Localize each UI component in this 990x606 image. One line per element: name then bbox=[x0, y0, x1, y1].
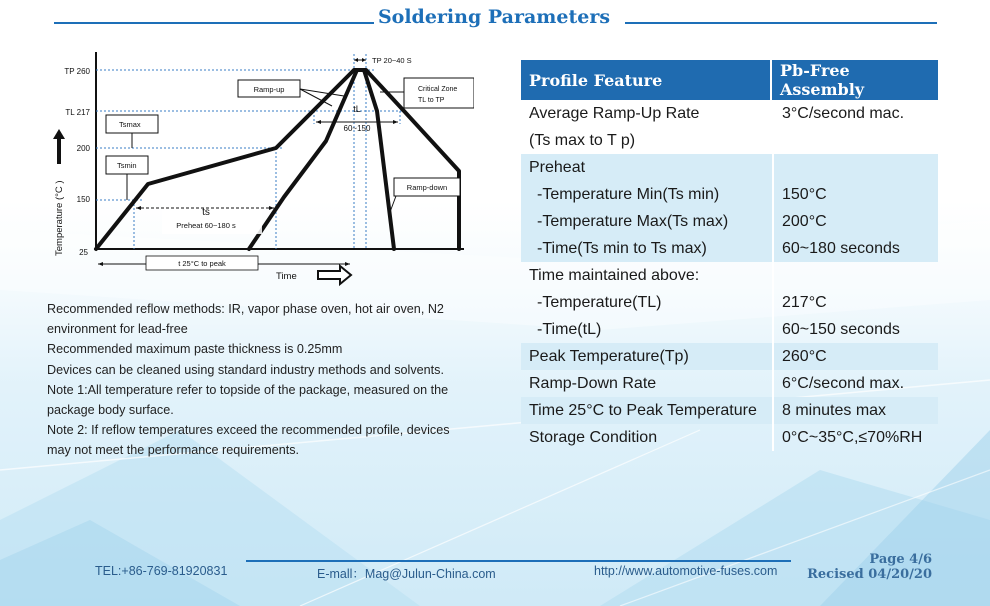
row-label: Average Ramp-Up Rate bbox=[529, 105, 700, 122]
table-header bbox=[521, 60, 938, 100]
critical-zone-label-2: TL to TP bbox=[418, 97, 445, 104]
tp-duration-label: TP 20~40 S bbox=[372, 56, 412, 65]
row-label: -Time(Ts min to Ts max) bbox=[537, 240, 707, 257]
note-line: Recommended maximum paste thickness is 0.25mm bbox=[47, 342, 343, 357]
note-line: Note 1:All temperature refer to topside of the package, measured on the bbox=[47, 382, 449, 397]
tick-200: 200 bbox=[76, 144, 90, 153]
header-pb-free-assembly: Pb-Free Assembly bbox=[780, 61, 865, 99]
up-arrow-icon bbox=[53, 129, 65, 164]
table-row bbox=[521, 289, 938, 316]
right-arrow-icon bbox=[318, 266, 351, 284]
row-label: Time 25°C to Peak Temperature bbox=[529, 402, 757, 419]
tick-tl217: TL 217 bbox=[65, 108, 90, 117]
note-line: Note 2: If reflow temperatures exceed the recommended profile, devices bbox=[47, 423, 450, 438]
critical-zone-label-1: Critical Zone bbox=[418, 86, 458, 93]
row-label: Time maintained above: bbox=[529, 267, 700, 284]
row-value bbox=[782, 262, 938, 289]
footer-email[interactable]: E-mall：Mag@Julun-China.com bbox=[317, 567, 496, 581]
row-label: -Temperature Max(Ts max) bbox=[537, 213, 729, 230]
preheat-label: Preheat 60~180 s bbox=[176, 221, 236, 230]
note-line: package body surface. bbox=[47, 403, 174, 418]
ts-label: ts bbox=[202, 207, 210, 218]
tl-range-label: 60~150 bbox=[343, 124, 371, 133]
table-row bbox=[521, 424, 938, 451]
table-row bbox=[521, 370, 938, 397]
tick-tp260: TP 260 bbox=[64, 67, 90, 76]
row-label: -Temperature(TL) bbox=[537, 294, 662, 311]
footer-url[interactable]: http://www.automotive-fuses.com bbox=[594, 564, 778, 578]
row-label: -Temperature Min(Ts min) bbox=[537, 186, 720, 203]
table-row bbox=[521, 235, 938, 262]
ramp-up-label: Ramp-up bbox=[253, 85, 285, 94]
table-row bbox=[521, 397, 938, 424]
row-value: 60~150 seconds bbox=[782, 321, 900, 338]
tsmin-label: Tsmin bbox=[117, 161, 137, 170]
row-value: 0°C~35°C,≤70%RH bbox=[782, 429, 923, 446]
y-axis-label: Temperature (°C ) bbox=[54, 180, 65, 256]
row-value: 260°C bbox=[782, 348, 827, 365]
tick-150: 150 bbox=[76, 195, 90, 204]
row-value: 3°C/second mac. bbox=[782, 105, 905, 122]
revision-date: Recised 04/20/20 bbox=[807, 567, 932, 582]
note-line: may not meet the performance requirements. bbox=[47, 443, 299, 458]
row-value: 60~180 seconds bbox=[782, 240, 900, 257]
note-line: Recommended reflow methods: IR, vapor phase oven, hot air oven, N2 bbox=[47, 302, 444, 316]
footer-tel: TEL:+86-769-81920831 bbox=[95, 564, 228, 578]
notes-block bbox=[47, 299, 487, 461]
header-rule-right bbox=[625, 22, 937, 24]
reflow-profile-chart bbox=[44, 44, 474, 294]
table-row bbox=[521, 316, 938, 343]
table-row bbox=[521, 262, 938, 289]
x-axis-label: Time bbox=[276, 271, 297, 282]
row-label: Preheat bbox=[529, 159, 586, 176]
note-line: environment for lead-free bbox=[47, 322, 188, 337]
row-value: 150°C bbox=[782, 186, 827, 203]
t25-label: t 25°C to peak bbox=[178, 259, 226, 268]
footer-rule bbox=[246, 560, 791, 562]
row-label: (Ts max to T p) bbox=[529, 132, 636, 149]
table-row bbox=[521, 208, 938, 235]
row-label: Ramp-Down Rate bbox=[529, 375, 657, 392]
row-value: 200°C bbox=[782, 213, 827, 230]
row-value bbox=[782, 154, 938, 181]
tick-25: 25 bbox=[79, 248, 88, 257]
row-value: 8 minutes max bbox=[782, 402, 887, 419]
table-row bbox=[521, 154, 938, 181]
note-line: Devices can be cleaned using standard industry methods and solvents. bbox=[47, 362, 444, 377]
header-profile-feature: Profile Feature bbox=[521, 60, 772, 100]
row-label: Peak Temperature(Tp) bbox=[529, 348, 689, 365]
row-value: 6°C/second max. bbox=[782, 375, 905, 392]
row-label: Storage Condition bbox=[529, 429, 658, 446]
page-title: Soldering Parameters bbox=[377, 6, 611, 28]
header-rule-left bbox=[54, 22, 374, 24]
tsmax-label: Tsmax bbox=[119, 120, 141, 129]
page-number: Page 4/6 bbox=[869, 552, 932, 567]
table-row bbox=[521, 181, 938, 208]
tl-label: tL bbox=[353, 104, 361, 114]
tp-duration-marker bbox=[354, 58, 366, 62]
row-value: 217°C bbox=[782, 294, 827, 311]
row-label: -Time(tL) bbox=[537, 321, 602, 338]
table-row bbox=[521, 343, 938, 370]
ramp-down-label: Ramp-down bbox=[406, 183, 448, 192]
soldering-parameters-table bbox=[521, 60, 938, 451]
table-row bbox=[521, 100, 938, 154]
